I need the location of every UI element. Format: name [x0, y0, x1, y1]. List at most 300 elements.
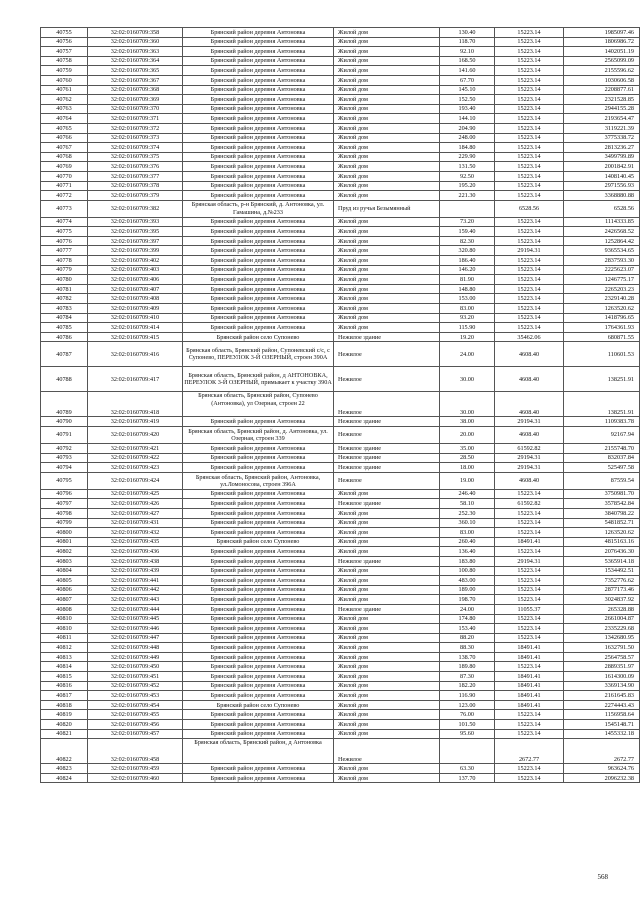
cell-address: Брянский район деревня Антоновка: [183, 66, 334, 76]
table-row: [41, 181, 640, 191]
cell-unit-price: 29194.31: [495, 246, 564, 256]
cell-area: 252.30: [440, 508, 495, 518]
cell-object-type: Жилой дом: [334, 56, 440, 66]
cell-id: 40814: [41, 662, 88, 672]
cell-address: Брянский район деревня Антоновка: [183, 162, 334, 172]
cell-object-type: Нежилое здание: [334, 604, 440, 614]
cell-unit-price: 15223.14: [495, 236, 564, 246]
cell-object-type: Жилой дом: [334, 624, 440, 634]
cell-object-type: Жилой дом: [334, 256, 440, 266]
cell-address: Брянский район село Супонево: [183, 537, 334, 547]
table-row: [41, 528, 640, 538]
cell-cadastral-cost: 1030606.58: [564, 75, 640, 85]
cell-area: 130.40: [440, 28, 495, 38]
cell-id: 40786: [41, 332, 88, 342]
cell-cadastral-cost: 2329140.28: [564, 294, 640, 304]
cell-cadastral-cost: 1985097.46: [564, 28, 640, 38]
cell-cadastral-cost: 2076436.30: [564, 547, 640, 557]
cell-cadastral-number: 32:02:0160709:424: [88, 472, 183, 489]
cell-unit-price: 15223.14: [495, 162, 564, 172]
cell-cadastral-number: 32:02:0160709:419: [88, 417, 183, 427]
cell-area: 81.90: [440, 275, 495, 285]
cell-address: Брянский район деревня Антоновка: [183, 444, 334, 454]
cell-unit-price: 4608.40: [495, 472, 564, 489]
cell-unit-price: 15223.14: [495, 764, 564, 774]
cell-unit-price: 15223.14: [495, 662, 564, 672]
cell-object-type: Жилой дом: [334, 518, 440, 528]
table-row: [41, 37, 640, 47]
cell-object-type: Жилой дом: [334, 528, 440, 538]
cell-unit-price: 18491.41: [495, 537, 564, 547]
cell-cadastral-number: 32:02:0160709:420: [88, 427, 183, 444]
cell-object-type: Жилой дом: [334, 773, 440, 783]
cell-area: 67.70: [440, 75, 495, 85]
cell-address: Брянский район деревня Антоновка: [183, 56, 334, 66]
cell-cadastral-cost: 3578542.84: [564, 499, 640, 509]
cell-id: 40801: [41, 537, 88, 547]
cell-object-type: Нежилое: [334, 342, 440, 367]
cell-area: 24.00: [440, 604, 495, 614]
cell-object-type: Жилой дом: [334, 489, 440, 499]
cell-address: Брянский район деревня Антоновка: [183, 47, 334, 57]
cell-object-type: Жилой дом: [334, 614, 440, 624]
table-row: [41, 672, 640, 682]
cell-cadastral-cost: 2321528.85: [564, 95, 640, 105]
table-row: [41, 236, 640, 246]
table-row: [41, 489, 640, 499]
cell-area: 320.80: [440, 246, 495, 256]
cell-id: 40797: [41, 499, 88, 509]
cell-cadastral-number: 32:02:0160709:455: [88, 710, 183, 720]
cell-id: 40777: [41, 246, 88, 256]
cell-object-type: Нежилое здание: [334, 332, 440, 342]
table-row: [41, 662, 640, 672]
cell-object-type: Жилой дом: [334, 133, 440, 143]
cell-object-type: Жилой дом: [334, 28, 440, 38]
cell-unit-price: 15223.14: [495, 323, 564, 333]
cell-cadastral-number: 32:02:0160709:427: [88, 508, 183, 518]
cell-unit-price: 29194.31: [495, 453, 564, 463]
cell-id: 40778: [41, 256, 88, 266]
cell-address: Брянский район деревня Антоновка: [183, 518, 334, 528]
cell-id: 40816: [41, 681, 88, 691]
cell-object-type: Нежилое здание: [334, 463, 440, 473]
cell-area: 73.20: [440, 217, 495, 227]
cell-address: Брянский район деревня Антоновка: [183, 313, 334, 323]
cell-area: 88.30: [440, 643, 495, 653]
table-row: [41, 585, 640, 595]
cell-address: Брянский район деревня Антоновка: [183, 284, 334, 294]
cell-object-type: Жилой дом: [334, 66, 440, 76]
cell-cadastral-number: 32:02:0160709:457: [88, 729, 183, 739]
cell-object-type: Жилой дом: [334, 123, 440, 133]
cell-cadastral-number: 32:02:0160709:414: [88, 323, 183, 333]
cell-id: 40824: [41, 773, 88, 783]
cell-unit-price: 15223.14: [495, 133, 564, 143]
cell-address: Брянский район деревня Антоновка: [183, 236, 334, 246]
cell-unit-price: 15223.14: [495, 256, 564, 266]
cell-unit-price: 15223.14: [495, 576, 564, 586]
cell-cadastral-cost: 3499799.89: [564, 152, 640, 162]
cell-unit-price: 15223.14: [495, 28, 564, 38]
cell-id: 40819: [41, 710, 88, 720]
cell-cadastral-cost: 5365914.18: [564, 556, 640, 566]
cell-address: Брянский район деревня Антоновка: [183, 123, 334, 133]
cell-unit-price: 61592.82: [495, 444, 564, 454]
cell-id: 40760: [41, 75, 88, 85]
cell-unit-price: 15223.14: [495, 47, 564, 57]
table-row: [41, 417, 640, 427]
cell-object-type: Жилой дом: [334, 37, 440, 47]
table-row: [41, 304, 640, 314]
cell-object-type: Жилой дом: [334, 313, 440, 323]
cell-id: 40799: [41, 518, 88, 528]
cell-area: 92.50: [440, 171, 495, 181]
cell-cadastral-number: 32:02:0160709:431: [88, 518, 183, 528]
cell-id: 40780: [41, 275, 88, 285]
cell-unit-price: 15223.14: [495, 624, 564, 634]
cell-area: 118.70: [440, 37, 495, 47]
cell-id: 40806: [41, 585, 88, 595]
cell-cadastral-number: 32:02:0160709:456: [88, 720, 183, 730]
cell-cadastral-cost: 3024837.92: [564, 595, 640, 605]
table-row: [41, 313, 640, 323]
cell-object-type: Жилой дом: [334, 284, 440, 294]
cell-area: 93.20: [440, 313, 495, 323]
cell-address: Брянский район деревня Антоновка: [183, 275, 334, 285]
table-row: [41, 294, 640, 304]
cell-area: 144.10: [440, 114, 495, 124]
cell-area: 100.80: [440, 566, 495, 576]
cell-address: Брянский район деревня Антоновка: [183, 672, 334, 682]
cell-area: 189.00: [440, 585, 495, 595]
cell-area: 38.00: [440, 417, 495, 427]
cell-id: 40763: [41, 104, 88, 114]
cell-unit-price: 4608.40: [495, 392, 564, 417]
cell-cadastral-number: 32:02:0160709:443: [88, 595, 183, 605]
cell-unit-price: 15223.14: [495, 304, 564, 314]
cell-cadastral-number: 32:02:0160709:426: [88, 499, 183, 509]
cell-area: 248.00: [440, 133, 495, 143]
cell-id: 40794: [41, 463, 88, 473]
table-row: [41, 143, 640, 153]
cell-cadastral-number: 32:02:0160709:453: [88, 691, 183, 701]
cell-area: 184.80: [440, 143, 495, 153]
cell-cadastral-number: 32:02:0160709:435: [88, 537, 183, 547]
cell-area: 168.50: [440, 56, 495, 66]
table-row: [41, 444, 640, 454]
cell-cadastral-number: 32:02:0160709:358: [88, 28, 183, 38]
cell-address: Брянский район деревня Антоновка: [183, 37, 334, 47]
cell-address: Брянский район деревня Антоновка: [183, 595, 334, 605]
cell-cadastral-number: 32:02:0160709:447: [88, 633, 183, 643]
cell-address: Брянский район деревня Антоновка: [183, 294, 334, 304]
cell-area: 24.00: [440, 342, 495, 367]
cell-address: Брянская область, Брянский район, д АНТОНОВКА, ПЕРЕУЛОК 3-Й ОЗЕРНЫЙ, примыкает к участку 390А: [183, 367, 334, 392]
table-row: [41, 729, 640, 739]
cell-id: 40812: [41, 643, 88, 653]
cell-id: 40810: [41, 624, 88, 634]
table-row: [41, 284, 640, 294]
cell-object-type: Жилой дом: [334, 217, 440, 227]
cell-object-type: Жилой дом: [334, 162, 440, 172]
table-row: [41, 162, 640, 172]
cell-cadastral-cost: 92167.94: [564, 427, 640, 444]
cell-address: Брянский район деревня Антоновка: [183, 227, 334, 237]
table-row: [41, 28, 640, 38]
cell-address: Брянский район деревня Антоновка: [183, 499, 334, 509]
cell-address: Брянская область, Брянский район, д Антоновка: [183, 739, 334, 764]
cell-object-type: Жилой дом: [334, 585, 440, 595]
cell-object-type: Жилой дом: [334, 294, 440, 304]
cell-cadastral-cost: 3369134.90: [564, 681, 640, 691]
cell-object-type: Нежилое: [334, 427, 440, 444]
cell-area: 141.60: [440, 66, 495, 76]
table-row: [41, 700, 640, 710]
cell-unit-price: 15223.14: [495, 217, 564, 227]
cell-id: 40803: [41, 556, 88, 566]
cell-object-type: Жилой дом: [334, 633, 440, 643]
cell-cadastral-cost: 1632791.50: [564, 643, 640, 653]
cell-id: 40771: [41, 181, 88, 191]
cell-unit-price: 15223.14: [495, 191, 564, 201]
cell-unit-price: 15223.14: [495, 508, 564, 518]
cell-cadastral-number: 32:02:0160709:439: [88, 566, 183, 576]
cell-area: 152.50: [440, 95, 495, 105]
cell-area: 148.80: [440, 284, 495, 294]
cell-address: Брянский район деревня Антоновка: [183, 624, 334, 634]
cell-object-type: Нежилое: [334, 472, 440, 489]
cell-unit-price: 2672.77: [495, 739, 564, 764]
cell-unit-price: 15223.14: [495, 284, 564, 294]
table-row: [41, 95, 640, 105]
cell-area: 137.70: [440, 773, 495, 783]
cell-cadastral-number: 32:02:0160709:410: [88, 313, 183, 323]
cell-object-type: Жилой дом: [334, 171, 440, 181]
cell-cadastral-cost: 1614300.09: [564, 672, 640, 682]
cell-id: 40822: [41, 739, 88, 764]
cell-object-type: Нежилое здание: [334, 556, 440, 566]
table-row: [41, 604, 640, 614]
cell-area: 92.10: [440, 47, 495, 57]
cell-unit-price: 15223.14: [495, 95, 564, 105]
cell-cadastral-cost: 963624.76: [564, 764, 640, 774]
cell-cadastral-cost: 2001842.91: [564, 162, 640, 172]
cell-cadastral-number: 32:02:0160709:367: [88, 75, 183, 85]
cell-cadastral-number: 32:02:0160709:365: [88, 66, 183, 76]
cell-unit-price: 15223.14: [495, 37, 564, 47]
cell-unit-price: 61592.82: [495, 499, 564, 509]
cell-cadastral-number: 32:02:0160709:377: [88, 171, 183, 181]
cell-address: Брянский район деревня Антоновка: [183, 508, 334, 518]
cell-address: Брянский район деревня Антоновка: [183, 585, 334, 595]
cell-area: 101.50: [440, 720, 495, 730]
cell-cadastral-number: 32:02:0160709:364: [88, 56, 183, 66]
cell-area: 198.70: [440, 595, 495, 605]
cell-cadastral-number: 32:02:0160709:415: [88, 332, 183, 342]
cell-area: 182.20: [440, 681, 495, 691]
cell-cadastral-number: 32:02:0160709:449: [88, 652, 183, 662]
cell-unit-price: 29194.31: [495, 417, 564, 427]
cell-area: 360.10: [440, 518, 495, 528]
cell-object-type: Нежилое здание: [334, 417, 440, 427]
table-row: [41, 643, 640, 653]
cell-cadastral-number: 32:02:0160709:442: [88, 585, 183, 595]
cell-area: 83.00: [440, 304, 495, 314]
cell-unit-price: 4608.40: [495, 427, 564, 444]
cell-id: 40756: [41, 37, 88, 47]
cell-cadastral-cost: 2265203.23: [564, 284, 640, 294]
cell-address: Брянский район деревня Антоновка: [183, 417, 334, 427]
cell-cadastral-cost: 1534492.51: [564, 566, 640, 576]
cell-area: 183.80: [440, 556, 495, 566]
table-row: [41, 152, 640, 162]
cell-cadastral-cost: 2274443.43: [564, 700, 640, 710]
cell-area: 76.00: [440, 710, 495, 720]
cell-cadastral-cost: 1263520.62: [564, 528, 640, 538]
table-row: [41, 710, 640, 720]
cell-id: 40768: [41, 152, 88, 162]
cell-address: Брянский район деревня Антоновка: [183, 75, 334, 85]
cell-area: 189.80: [440, 662, 495, 672]
cell-area: 153.00: [440, 294, 495, 304]
cell-address: Брянский район деревня Антоновка: [183, 547, 334, 557]
cell-unit-price: 11055.37: [495, 604, 564, 614]
cell-unit-price: 29194.31: [495, 463, 564, 473]
cell-unit-price: 15223.14: [495, 547, 564, 557]
cell-address: Брянский район деревня Антоновка: [183, 143, 334, 153]
cell-id: 40807: [41, 595, 88, 605]
cell-id: 40764: [41, 114, 88, 124]
cell-cadastral-number: 32:02:0160709:382: [88, 200, 183, 217]
cell-id: 40800: [41, 528, 88, 538]
cell-unit-price: 15223.14: [495, 181, 564, 191]
cell-unit-price: 18491.41: [495, 681, 564, 691]
table-row: [41, 227, 640, 237]
cell-area: 30.00: [440, 392, 495, 417]
cell-address: Брянский район деревня Антоновка: [183, 171, 334, 181]
cell-address: Брянский район деревня Антоновка: [183, 246, 334, 256]
cell-cadastral-cost: 4815163.16: [564, 537, 640, 547]
cell-cadastral-number: 32:02:0160709:368: [88, 85, 183, 95]
table-row: [41, 114, 640, 124]
cell-object-type: Жилой дом: [334, 720, 440, 730]
cell-address: Брянский район деревня Антоновка: [183, 604, 334, 614]
table-row: [41, 133, 640, 143]
cell-cadastral-number: 32:02:0160709:399: [88, 246, 183, 256]
cell-cadastral-number: 32:02:0160709:460: [88, 773, 183, 783]
cell-cadastral-cost: 138251.91: [564, 367, 640, 392]
table-row: [41, 499, 640, 509]
cell-object-type: Жилой дом: [334, 104, 440, 114]
cell-id: 40775: [41, 227, 88, 237]
cell-id: 40783: [41, 304, 88, 314]
cell-area: 159.40: [440, 227, 495, 237]
cell-id: 40802: [41, 547, 88, 557]
cell-cadastral-cost: 1455332.18: [564, 729, 640, 739]
cell-address: Брянский район деревня Антоновка: [183, 773, 334, 783]
cell-address: Брянский район деревня Антоновка: [183, 489, 334, 499]
cell-id: 40758: [41, 56, 88, 66]
cell-area: 483.00: [440, 576, 495, 586]
cell-address: Брянская область, р-н Брянский, д. Антоновка, ул. Гамашина, д.№233: [183, 200, 334, 217]
cell-address: Брянский район деревня Антоновка: [183, 729, 334, 739]
cell-object-type: Жилой дом: [334, 700, 440, 710]
cell-id: 40796: [41, 489, 88, 499]
cell-cadastral-cost: 2971556.93: [564, 181, 640, 191]
cell-cadastral-cost: 2889351.97: [564, 662, 640, 672]
cell-cadastral-cost: 1806986.72: [564, 37, 640, 47]
cell-unit-price: 15223.14: [495, 313, 564, 323]
cell-address: Брянская область, Брянский район, д. Антоновка, ул. Озерная, строен 339: [183, 427, 334, 444]
cell-object-type: Жилой дом: [334, 662, 440, 672]
table-body: [41, 28, 640, 783]
cell-cadastral-cost: 2426568.52: [564, 227, 640, 237]
cell-cadastral-number: 32:02:0160709:406: [88, 275, 183, 285]
table-row: [41, 566, 640, 576]
cell-unit-price: 15223.14: [495, 518, 564, 528]
cell-object-type: Жилой дом: [334, 710, 440, 720]
cell-object-type: Жилой дом: [334, 85, 440, 95]
cell-address: Брянский район деревня Антоновка: [183, 265, 334, 275]
cell-cadastral-cost: 6528.56: [564, 200, 640, 217]
cell-cadastral-number: 32:02:0160709:379: [88, 191, 183, 201]
cell-area: 229.90: [440, 152, 495, 162]
cell-unit-price: 4608.40: [495, 342, 564, 367]
cell-cadastral-number: 32:02:0160709:446: [88, 624, 183, 634]
cell-area: 20.00: [440, 427, 495, 444]
cell-unit-price: 18491.41: [495, 643, 564, 653]
table-row: [41, 681, 640, 691]
cell-cadastral-number: 32:02:0160709:444: [88, 604, 183, 614]
cell-area: 19.00: [440, 472, 495, 489]
cell-cadastral-number: 32:02:0160709:371: [88, 114, 183, 124]
table-row: [41, 323, 640, 333]
cell-cadastral-number: 32:02:0160709:445: [88, 614, 183, 624]
table-row: [41, 66, 640, 76]
cell-cadastral-cost: 1263520.62: [564, 304, 640, 314]
cell-object-type: Жилой дом: [334, 595, 440, 605]
cell-cadastral-cost: 2877173.46: [564, 585, 640, 595]
cell-area: 195.20: [440, 181, 495, 191]
property-table: [40, 27, 640, 783]
cell-object-type: Жилой дом: [334, 114, 440, 124]
cell-unit-price: 15223.14: [495, 66, 564, 76]
cell-id: 40767: [41, 143, 88, 153]
cell-id: 40765: [41, 123, 88, 133]
cell-cadastral-cost: 2208877.61: [564, 85, 640, 95]
cell-id: 40793: [41, 453, 88, 463]
cell-unit-price: 15223.14: [495, 710, 564, 720]
cell-cadastral-cost: 525497.58: [564, 463, 640, 473]
cell-cadastral-number: 32:02:0160709:454: [88, 700, 183, 710]
cell-cadastral-number: 32:02:0160709:422: [88, 453, 183, 463]
cell-cadastral-cost: 1342680.95: [564, 633, 640, 643]
cell-object-type: Жилой дом: [334, 152, 440, 162]
cell-cadastral-cost: 265328.88: [564, 604, 640, 614]
cell-area: 174.80: [440, 614, 495, 624]
cell-unit-price: 6528.56: [495, 200, 564, 217]
cell-id: 40766: [41, 133, 88, 143]
cell-area: 95.60: [440, 729, 495, 739]
cell-cadastral-cost: 1156958.64: [564, 710, 640, 720]
cell-object-type: Жилой дом: [334, 265, 440, 275]
cell-address: Брянская область, Брянский район, Антоновка, ул.Ломоносова, строен 396А: [183, 472, 334, 489]
cell-id: 40781: [41, 284, 88, 294]
table-row: [41, 246, 640, 256]
cell-cadastral-cost: 2155596.62: [564, 66, 640, 76]
cell-cadastral-cost: 1246775.17: [564, 275, 640, 285]
